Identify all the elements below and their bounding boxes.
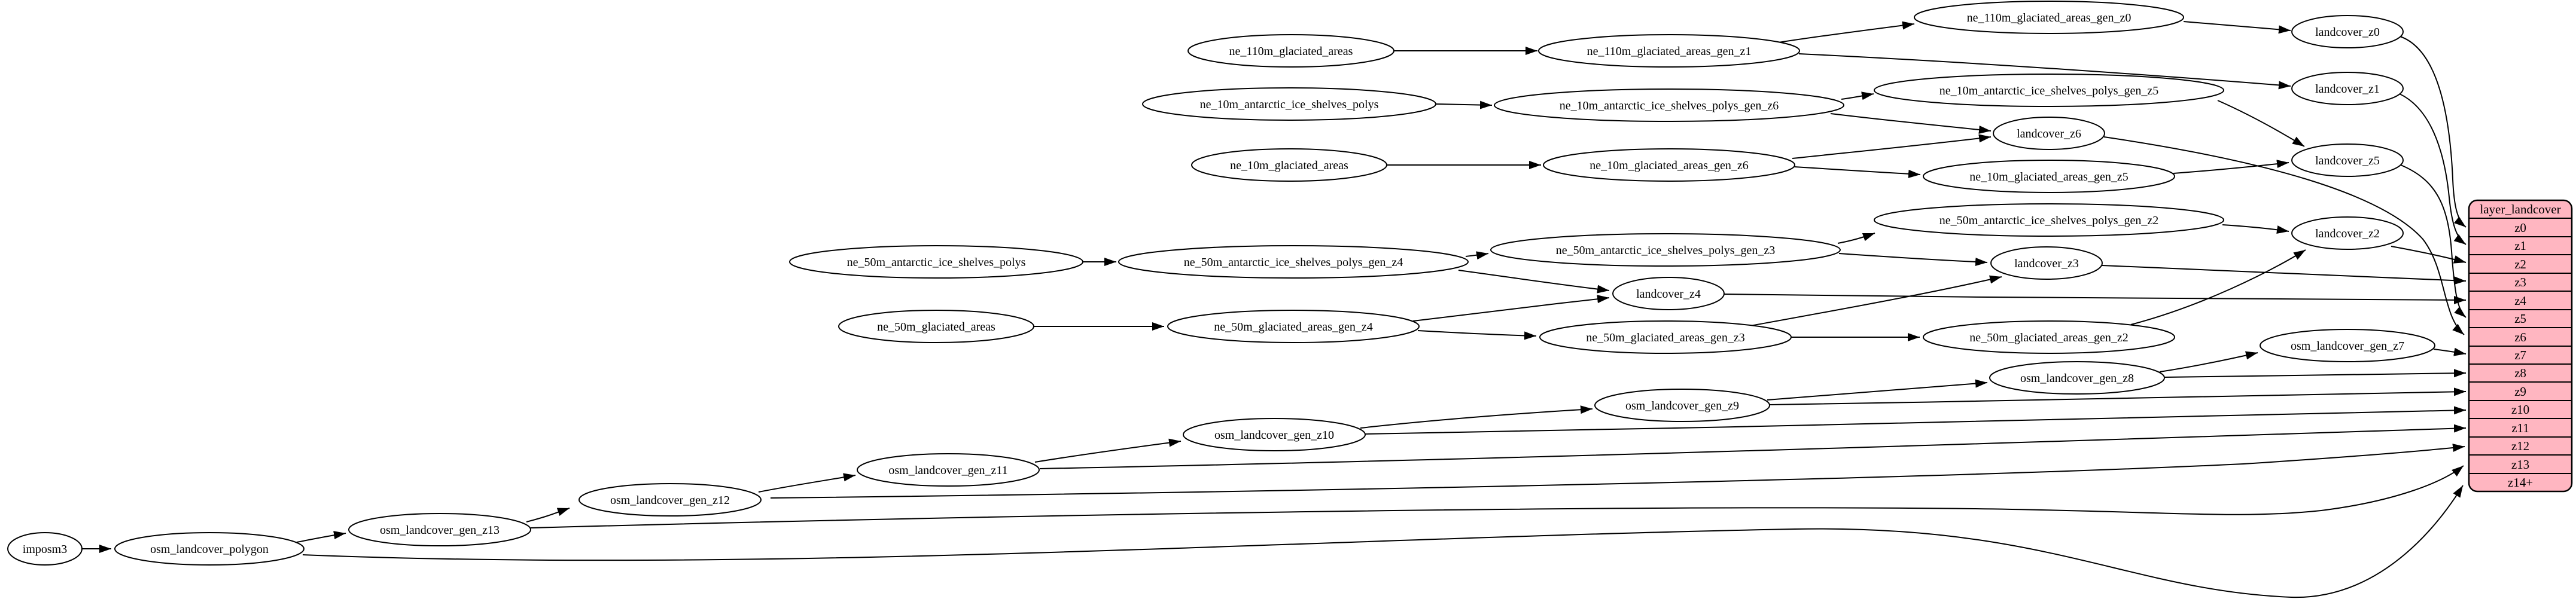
node-landcover_z0: [2292, 16, 2403, 48]
node-landcover_z4: [1613, 277, 1724, 310]
table-row-z11: z11: [2511, 421, 2529, 435]
node-osm_landcover_gen_z11: [857, 454, 1039, 486]
node-ne_10m_antarctic_ice_shelves_polys: [1143, 88, 1436, 120]
node-label: ne_50m_glaciated_areas_gen_z3: [1586, 331, 1745, 344]
node-label: landcover_z6: [2017, 127, 2081, 140]
node-label: ne_50m_antarctic_ice_shelves_polys_gen_z3: [1555, 244, 1776, 257]
table-row-z7: z7: [2514, 348, 2526, 362]
node-ne_50m_antarctic_ice_shelves_polys_gen_z4: [1119, 246, 1468, 278]
table-row-z13: z13: [2511, 457, 2530, 472]
edge-osm_landcover_gen_z12-osm_landcover_gen_z11: [759, 475, 855, 492]
node-ne_10m_glaciated_areas: [1192, 149, 1387, 181]
node-imposm3: [8, 533, 82, 565]
node-landcover_z1: [2292, 72, 2403, 105]
node-osm_landcover_gen_z10: [1183, 418, 1365, 451]
edge-ne_10m_antarctic_gen_z6-gen_z5: [1841, 94, 1874, 99]
edge-landcover_z3-z3: [2102, 265, 2466, 281]
node-osm_landcover_gen_z13: [349, 514, 531, 546]
node-landcover_z2: [2292, 217, 2403, 249]
edge-ne_110m_gen_z0-landcover_z0: [2184, 22, 2291, 30]
node-label: ne_10m_glaciated_areas_gen_z5: [1969, 170, 2129, 184]
node-ne_50m_glaciated_areas: [839, 310, 1034, 343]
node-ne_50m_antarctic_ice_shelves_polys_gen_z2: [1874, 204, 2224, 236]
edge-ne_50m_antarctic_gen_z4-landcover_z4: [1458, 270, 1609, 291]
node-ne_110m_glaciated_areas_gen_z1: [1539, 35, 1799, 67]
edge-osm_landcover_polygon-osm_landcover_gen_z13: [297, 533, 346, 542]
edge-ne_50m_antarctic_gen_z3-landcover_z3: [1839, 253, 1987, 262]
table-row-z9: z9: [2514, 384, 2526, 399]
edge-ne_50m_antarctic_gen_z4-gen_z3: [1466, 253, 1488, 256]
table-row-z5: z5: [2514, 311, 2526, 326]
node-label: ne_50m_glaciated_areas_gen_z2: [1969, 331, 2129, 344]
node-osm_landcover_gen_z9: [1595, 389, 1770, 421]
edge-ne_110m_gen_z1-gen_z0: [1779, 24, 1914, 42]
edge-osm_landcover_gen_z9-osm_landcover_gen_z8: [1767, 383, 1987, 400]
node-label: ne_50m_glaciated_areas_gen_z4: [1214, 320, 1373, 334]
node-label: ne_10m_glaciated_areas: [1230, 159, 1348, 172]
node-ne_50m_antarctic_ice_shelves_polys: [790, 246, 1083, 278]
table-row-z12: z12: [2511, 439, 2530, 453]
edge-landcover_z6-z6: [2104, 137, 2464, 335]
table-row-z8: z8: [2514, 366, 2526, 380]
table-row-z3: z3: [2514, 275, 2526, 289]
node-landcover_z5: [2292, 144, 2403, 176]
node-label: osm_landcover_gen_z12: [610, 494, 730, 507]
node-ne_110m_glaciated_areas_gen_z0: [1914, 1, 2184, 33]
node-label: osm_landcover_gen_z11: [888, 464, 1008, 477]
edge-ne_10m_glaciated_gen_z5-landcover_z5: [2173, 163, 2289, 173]
node-label: ne_10m_antarctic_ice_shelves_polys_gen_z5: [1939, 84, 2159, 97]
node-label: landcover_z4: [1636, 288, 1701, 301]
node-ne_10m_glaciated_areas_gen_z6: [1543, 149, 1795, 181]
edge-ne_10m_glaciated_gen_z6-gen_z5: [1794, 167, 1920, 175]
node-landcover_z6: [1993, 117, 2105, 149]
node-ne_110m_glaciated_areas: [1188, 35, 1394, 67]
node-label: ne_50m_antarctic_ice_shelves_polys_gen_z2: [1939, 214, 2159, 227]
node-label: landcover_z2: [2315, 227, 2380, 240]
edge-osm_landcover_gen_z7-z7: [2434, 349, 2466, 354]
node-osm_landcover_gen_z12: [579, 484, 761, 516]
table-row-z14plus: z14+: [2507, 475, 2534, 490]
node-ne_10m_antarctic_ice_shelves_polys_gen_z6: [1494, 89, 1844, 121]
layer-landcover-table: [2469, 200, 2572, 491]
node-landcover_z3: [1991, 247, 2102, 279]
node-ne_10m_glaciated_areas_gen_z5: [1923, 160, 2175, 192]
edge-osm_landcover_gen_z8-z8: [2164, 373, 2466, 377]
node-label: ne_110m_glaciated_areas_gen_z0: [1966, 11, 2132, 25]
node-ne_50m_glaciated_areas_gen_z4: [1168, 310, 1419, 343]
node-ne_50m_glaciated_areas_gen_z2: [1923, 321, 2175, 353]
node-label: imposm3: [22, 543, 68, 556]
node-label: osm_landcover_gen_z7: [2291, 340, 2404, 353]
node-label: osm_landcover_gen_z13: [380, 524, 500, 537]
table-row-z0: z0: [2514, 221, 2526, 235]
edge-ne_10m_antarctic_gen_z5-landcover_z5: [2218, 100, 2304, 146]
node-label: ne_110m_glaciated_areas_gen_z1: [1587, 45, 1752, 58]
edge-ne_50m_glaciated_gen_z2-landcover_z2: [2131, 250, 2306, 325]
node-label: ne_110m_glaciated_areas: [1229, 45, 1353, 58]
table-row-z10: z10: [2511, 402, 2530, 417]
node-label: landcover_z0: [2315, 26, 2380, 39]
edge-osm_landcover_gen_z10-osm_landcover_gen_z9: [1360, 409, 1593, 428]
table-row-z2: z2: [2514, 257, 2526, 271]
edge-ne_10m_antarctic-gen_z6: [1436, 104, 1492, 105]
edge-osm_landcover_gen_z13-osm_landcover_gen_z12: [526, 508, 570, 522]
table-row-z4: z4: [2514, 294, 2526, 308]
node-label: osm_landcover_polygon: [150, 543, 269, 556]
node-osm_landcover_gen_z8: [1990, 362, 2164, 394]
node-osm_landcover_polygon: [115, 533, 304, 565]
edge-osm_landcover_gen_z11-osm_landcover_gen_z10: [1035, 441, 1181, 462]
node-label: osm_landcover_gen_z10: [1214, 429, 1334, 442]
node-label: landcover_z3: [2014, 257, 2079, 270]
edge-ne_10m_glaciated_gen_z6-landcover_z6: [1792, 137, 1991, 158]
node-label: osm_landcover_gen_z8: [2020, 372, 2134, 385]
table-row-z6: z6: [2514, 330, 2526, 344]
edge-osm_landcover_gen_z13-z13: [531, 466, 2464, 528]
node-label: landcover_z5: [2315, 154, 2380, 167]
node-label: ne_10m_glaciated_areas_gen_z6: [1590, 159, 1749, 172]
table-row-z1: z1: [2514, 239, 2526, 253]
node-label: ne_10m_antarctic_ice_shelves_polys: [1199, 98, 1379, 111]
edge-osm_landcover_gen_z9-z9: [1770, 392, 2466, 405]
edge-ne_50m_glaciated_gen_z3-landcover_z3: [1750, 277, 2002, 326]
edge-ne_50m_antarctic_gen_z2-landcover_z2: [2222, 225, 2289, 231]
node-label: ne_50m_antarctic_ice_shelves_polys: [847, 256, 1026, 269]
edge-osm_landcover_gen_z8-osm_landcover_gen_z7: [2160, 353, 2258, 372]
node-ne_10m_antarctic_ice_shelves_polys_gen_z5: [1874, 74, 2224, 106]
node-label: ne_50m_glaciated_areas: [877, 320, 995, 334]
node-osm_landcover_gen_z7: [2260, 329, 2435, 362]
node-ne_50m_antarctic_ice_shelves_polys_gen_z3: [1491, 234, 1840, 266]
node-label: ne_50m_antarctic_ice_shelves_polys_gen_z4: [1183, 256, 1403, 269]
edge-osm_landcover_gen_z10-z10: [1365, 410, 2466, 434]
edge-landcover_z5-z5: [2401, 165, 2466, 317]
edge-ne_50m_antarctic_gen_z3-gen_z2: [1838, 233, 1875, 243]
edge-ne_50m_glaciated_gen_z4-landcover_z4: [1413, 298, 1609, 321]
node-layer: [8, 1, 2435, 565]
edge-landcover_z4-z4: [1724, 294, 2466, 300]
table-title: layer_landcover: [2480, 202, 2561, 216]
edge-ne_10m_antarctic_gen_z6-landcover_z6: [1831, 114, 1991, 131]
node-label: landcover_z1: [2315, 82, 2380, 96]
node-label: osm_landcover_gen_z9: [1625, 399, 1739, 412]
node-label: ne_10m_antarctic_ice_shelves_polys_gen_z6: [1559, 99, 1779, 112]
edge-ne_50m_glaciated_gen_z4-gen_z3: [1418, 331, 1536, 336]
node-ne_50m_glaciated_areas_gen_z3: [1540, 321, 1791, 353]
